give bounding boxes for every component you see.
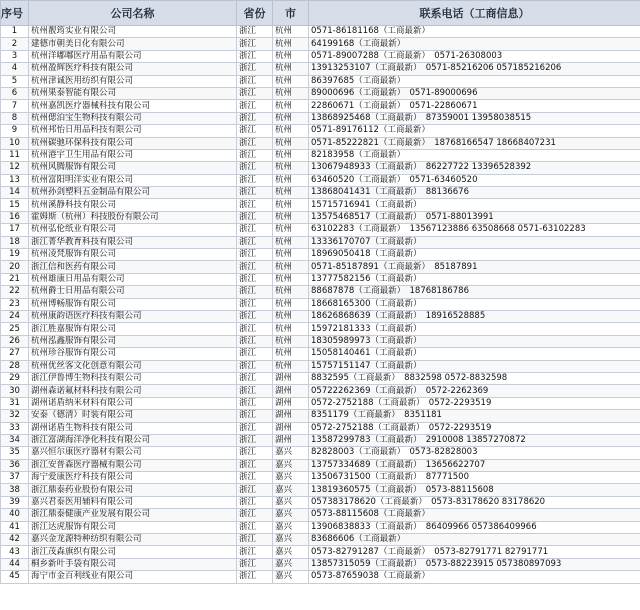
province: 浙江	[237, 211, 273, 223]
row-number: 36	[1, 459, 29, 471]
row-number: 44	[1, 558, 29, 570]
province: 浙江	[237, 100, 273, 112]
row-number: 39	[1, 496, 29, 508]
company-name: 杭州康韵语医疗科技有限公司	[29, 310, 237, 322]
phone: 15757151147（工商最新）	[309, 360, 640, 372]
row-number: 6	[1, 87, 29, 99]
province: 浙江	[237, 174, 273, 186]
city: 嘉兴	[273, 484, 309, 496]
province: 浙江	[237, 249, 273, 261]
phone: 05722262369（工商最新） 0572-2262369	[309, 385, 640, 397]
city: 杭州	[273, 26, 309, 38]
province: 浙江	[237, 310, 273, 322]
row-number: 15	[1, 199, 29, 211]
city: 嘉兴	[273, 496, 309, 508]
city: 杭州	[273, 298, 309, 310]
row-number: 3	[1, 50, 29, 62]
company-name: 湖州诺盾纳米材料有限公司	[29, 397, 237, 409]
company-name: 杭州偲泊宝生物科技有限公司	[29, 112, 237, 124]
company-name: 杭州碳驰环保科技有限公司	[29, 137, 237, 149]
company-name: 海宁爱康医疗科技有限公司	[29, 472, 237, 484]
province: 浙江	[237, 484, 273, 496]
table-row	[1, 112, 640, 124]
table-row	[1, 348, 640, 360]
row-number: 12	[1, 162, 29, 174]
table-row	[1, 496, 640, 508]
table-row	[1, 261, 640, 273]
table-row	[1, 63, 640, 75]
company-name: 嘉兴金龙源特种纺织有限公司	[29, 534, 237, 546]
company-name: 杭州爵士日用品有限公司	[29, 286, 237, 298]
phone: 057383178620（工商最新） 0573-83178620 83178620	[309, 496, 640, 508]
city: 杭州	[273, 38, 309, 50]
table-row	[1, 50, 640, 62]
city: 杭州	[273, 236, 309, 248]
table-row	[1, 434, 640, 446]
city: 湖州	[273, 434, 309, 446]
city: 杭州	[273, 249, 309, 261]
row-number: 27	[1, 348, 29, 360]
company-name: 杭州优丝客文化创意有限公司	[29, 360, 237, 372]
province: 浙江	[237, 447, 273, 459]
table-row	[1, 125, 640, 137]
company-name: 浙江富湖海洋净化科技有限公司	[29, 434, 237, 446]
phone: 15058140461（工商最新）	[309, 348, 640, 360]
province: 浙江	[237, 125, 273, 137]
province: 浙江	[237, 571, 273, 583]
row-number: 26	[1, 335, 29, 347]
province: 浙江	[237, 534, 273, 546]
table-header-row	[1, 1, 640, 26]
company-name: 嘉兴恒尔康医疗器材有限公司	[29, 447, 237, 459]
phone: 13777582156（工商最新）	[309, 273, 640, 285]
company-name: 杭州弘伦纸业有限公司	[29, 224, 237, 236]
company-name: 杭州珍谷服饰有限公司	[29, 348, 237, 360]
phone: 13587299783（工商最新） 2910008 13857270872	[309, 434, 640, 446]
company-name: 杭州嘉凯医疗器械科技有限公司	[29, 100, 237, 112]
row-number: 28	[1, 360, 29, 372]
company-name: 浙江安普森医疗器械有限公司	[29, 459, 237, 471]
city: 嘉兴	[273, 472, 309, 484]
table-row	[1, 372, 640, 384]
table-row	[1, 249, 640, 261]
company-name: 浙江信和医药有限公司	[29, 261, 237, 273]
row-number: 5	[1, 75, 29, 87]
header-no: 序号	[1, 1, 29, 26]
province: 浙江	[237, 162, 273, 174]
province: 浙江	[237, 63, 273, 75]
phone: 63460520（工商最新） 0571-63460520	[309, 174, 640, 186]
table-row	[1, 472, 640, 484]
table-row	[1, 323, 640, 335]
table-row	[1, 422, 640, 434]
row-number: 32	[1, 410, 29, 422]
province: 浙江	[237, 496, 273, 508]
city: 杭州	[273, 100, 309, 112]
phone: 0571-85187891（工商最新） 85187891	[309, 261, 640, 273]
header-city: 市	[273, 1, 309, 26]
table-row	[1, 137, 640, 149]
table-row	[1, 558, 640, 570]
header-phone: 联系电话（工商信息）	[309, 1, 640, 26]
province: 浙江	[237, 298, 273, 310]
company-name: 湖州诺盾生物科技有限公司	[29, 422, 237, 434]
phone: 0571-89007288（工商最新） 0571-26308003	[309, 50, 640, 62]
province: 浙江	[237, 472, 273, 484]
table-body	[1, 26, 640, 584]
table-row	[1, 397, 640, 409]
phone: 18668165300（工商最新）	[309, 298, 640, 310]
row-number: 23	[1, 298, 29, 310]
phone: 88687878（工商最新） 18768186786	[309, 286, 640, 298]
table-row	[1, 335, 640, 347]
city: 杭州	[273, 261, 309, 273]
company-name: 杭州果泰智能有限公司	[29, 87, 237, 99]
phone: 22860671（工商最新） 0571-22860671	[309, 100, 640, 112]
row-number: 14	[1, 187, 29, 199]
city: 杭州	[273, 360, 309, 372]
city: 湖州	[273, 397, 309, 409]
phone: 0571-86181168（工商最新）	[309, 26, 640, 38]
city: 杭州	[273, 335, 309, 347]
phone: 89000696（工商最新） 0571-89000696	[309, 87, 640, 99]
row-number: 24	[1, 310, 29, 322]
table-row	[1, 310, 640, 322]
row-number: 10	[1, 137, 29, 149]
city: 杭州	[273, 199, 309, 211]
row-number: 35	[1, 447, 29, 459]
table-row	[1, 509, 640, 521]
table-row	[1, 187, 640, 199]
row-number: 41	[1, 521, 29, 533]
company-name: 杭州富阳明洋实业有限公司	[29, 174, 237, 186]
phone: 13857315059（工商最新） 0573-88223915 057380897093	[309, 558, 640, 570]
province: 浙江	[237, 75, 273, 87]
table-row	[1, 521, 640, 533]
row-number: 34	[1, 434, 29, 446]
company-name: 浙江茂森旗织有限公司	[29, 546, 237, 558]
company-name: 浙江菁华教育科技有限公司	[29, 236, 237, 248]
province: 浙江	[237, 546, 273, 558]
city: 杭州	[273, 162, 309, 174]
phone: 13906838833（工商最新） 86409966 057386409966	[309, 521, 640, 533]
phone: 82183958（工商最新）	[309, 149, 640, 161]
city: 嘉兴	[273, 447, 309, 459]
city: 杭州	[273, 187, 309, 199]
city: 杭州	[273, 149, 309, 161]
company-name: 浙江鼎泰健康产业发展有限公司	[29, 509, 237, 521]
phone: 13868925468（工商最新） 87359001 13958038515	[309, 112, 640, 124]
province: 浙江	[237, 459, 273, 471]
province: 浙江	[237, 273, 273, 285]
province: 浙江	[237, 558, 273, 570]
province: 浙江	[237, 236, 273, 248]
header-company: 公司名称	[29, 1, 237, 26]
table-row	[1, 38, 640, 50]
phone: 13067948933（工商最新） 86227722 13396528392	[309, 162, 640, 174]
row-number: 42	[1, 534, 29, 546]
company-name: 杭州洋嘟嘟医疗用品有限公司	[29, 50, 237, 62]
city: 嘉兴	[273, 558, 309, 570]
row-number: 16	[1, 211, 29, 223]
phone: 83686606（工商最新）	[309, 534, 640, 546]
province: 浙江	[237, 149, 273, 161]
company-name: 杭州盈辉医疗科技有限公司	[29, 63, 237, 75]
phone: 15715716941（工商最新）	[309, 199, 640, 211]
phone: 13757334689（工商最新） 13656622707	[309, 459, 640, 471]
table-row	[1, 571, 640, 583]
table-row	[1, 410, 640, 422]
table-row	[1, 360, 640, 372]
phone: 0573-87659038（工商最新）	[309, 571, 640, 583]
city: 杭州	[273, 137, 309, 149]
table-row	[1, 447, 640, 459]
row-number: 37	[1, 472, 29, 484]
row-number: 20	[1, 261, 29, 273]
city: 嘉兴	[273, 534, 309, 546]
table-row	[1, 534, 640, 546]
row-number: 1	[1, 26, 29, 38]
province: 浙江	[237, 397, 273, 409]
province: 浙江	[237, 348, 273, 360]
company-name: 杭州溪静科技有限公司	[29, 199, 237, 211]
city: 湖州	[273, 422, 309, 434]
row-number: 19	[1, 249, 29, 261]
table-row	[1, 26, 640, 38]
row-number: 7	[1, 100, 29, 112]
company-name: 桐乡新叶手袋有限公司	[29, 558, 237, 570]
province: 浙江	[237, 26, 273, 38]
phone: 8351179（工商最新） 8351181	[309, 410, 640, 422]
province: 浙江	[237, 261, 273, 273]
phone: 18626868639（工商最新） 18916528885	[309, 310, 640, 322]
table-row	[1, 484, 640, 496]
province: 浙江	[237, 323, 273, 335]
table-row	[1, 273, 640, 285]
province: 浙江	[237, 224, 273, 236]
company-name: 浙江鼎泰药业股份有限公司	[29, 484, 237, 496]
province: 浙江	[237, 112, 273, 124]
phone: 64199168（工商最新）	[309, 38, 640, 50]
table-row	[1, 286, 640, 298]
table-row	[1, 224, 640, 236]
table-row	[1, 75, 640, 87]
province: 浙江	[237, 187, 273, 199]
table-row	[1, 546, 640, 558]
province: 浙江	[237, 360, 273, 372]
city: 杭州	[273, 224, 309, 236]
province: 浙江	[237, 286, 273, 298]
row-number: 45	[1, 571, 29, 583]
city: 湖州	[273, 410, 309, 422]
company-name: 浙江伊鲁博生物科技有限公司	[29, 372, 237, 384]
city: 杭州	[273, 273, 309, 285]
company-name: 杭州港宇卫生用品有限公司	[29, 149, 237, 161]
row-number: 33	[1, 422, 29, 434]
row-number: 2	[1, 38, 29, 50]
city: 杭州	[273, 348, 309, 360]
phone: 18969050418（工商最新）	[309, 249, 640, 261]
phone: 86397685（工商最新）	[309, 75, 640, 87]
phone: 8832595（工商最新） 8832598 0572-8832598	[309, 372, 640, 384]
company-name: 杭州风腾服饰有限公司	[29, 162, 237, 174]
phone: 82828003（工商最新） 0573-82828003	[309, 447, 640, 459]
company-name: 杭州孙剑塑料五金制品有限公司	[29, 187, 237, 199]
company-name: 浙江胜嘉服饰有限公司	[29, 323, 237, 335]
table-row	[1, 459, 640, 471]
province: 浙江	[237, 422, 273, 434]
city: 嘉兴	[273, 546, 309, 558]
phone: 18305989973（工商最新）	[309, 335, 640, 347]
province: 浙江	[237, 521, 273, 533]
province: 浙江	[237, 50, 273, 62]
phone: 0571-89176112（工商最新）	[309, 125, 640, 137]
city: 湖州	[273, 385, 309, 397]
city: 杭州	[273, 75, 309, 87]
row-number: 4	[1, 63, 29, 75]
province: 浙江	[237, 385, 273, 397]
row-number: 8	[1, 112, 29, 124]
phone: 13913253107（工商最新） 0571-85216206 057185216206	[309, 63, 640, 75]
city: 杭州	[273, 112, 309, 124]
row-number: 17	[1, 224, 29, 236]
province: 浙江	[237, 372, 273, 384]
row-number: 22	[1, 286, 29, 298]
phone: 0573-82791287（工商最新） 0573-82791771 82791771	[309, 546, 640, 558]
company-name: 杭州博畅服饰有限公司	[29, 298, 237, 310]
province: 浙江	[237, 199, 273, 211]
province: 浙江	[237, 335, 273, 347]
header-province: 省份	[237, 1, 273, 26]
company-name: 湖州森诺氟材料科技有限公司	[29, 385, 237, 397]
phone: 13575468517（工商最新） 0571-88013991	[309, 211, 640, 223]
city: 杭州	[273, 87, 309, 99]
phone: 63102283（工商最新） 13567123886 63508668 0571-63102283	[309, 224, 640, 236]
city: 嘉兴	[273, 509, 309, 521]
row-number: 43	[1, 546, 29, 558]
city: 杭州	[273, 323, 309, 335]
city: 杭州	[273, 174, 309, 186]
phone: 13506731500（工商最新） 87771500	[309, 472, 640, 484]
province: 浙江	[237, 87, 273, 99]
company-name: 杭州泓鑫服饰有限公司	[29, 335, 237, 347]
phone: 0572-2752188（工商最新） 0572-2293519	[309, 397, 640, 409]
company-name: 杭州邦怡日用品科技有限公司	[29, 125, 237, 137]
phone: 0572-2752188（工商最新） 0572-2293519	[309, 422, 640, 434]
province: 浙江	[237, 410, 273, 422]
table-row	[1, 199, 640, 211]
province: 浙江	[237, 137, 273, 149]
company-name: 杭州凌梵服饰有限公司	[29, 249, 237, 261]
row-number: 31	[1, 397, 29, 409]
city: 杭州	[273, 211, 309, 223]
phone: 13819360575（工商最新） 0573-88115608	[309, 484, 640, 496]
city: 湖州	[273, 372, 309, 384]
table-row	[1, 100, 640, 112]
table-row	[1, 174, 640, 186]
table-row	[1, 385, 640, 397]
row-number: 9	[1, 125, 29, 137]
phone: 15972181333（工商最新）	[309, 323, 640, 335]
row-number: 30	[1, 385, 29, 397]
city: 嘉兴	[273, 521, 309, 533]
company-name: 杭州靓筠实业有限公司	[29, 26, 237, 38]
province: 浙江	[237, 434, 273, 446]
company-name: 嘉兴君泰医用辅料有限公司	[29, 496, 237, 508]
row-number: 25	[1, 323, 29, 335]
city: 嘉兴	[273, 571, 309, 583]
table-row	[1, 298, 640, 310]
company-name: 霍姆斯（杭州）科技股份有限公司	[29, 211, 237, 223]
table-row	[1, 162, 640, 174]
city: 嘉兴	[273, 459, 309, 471]
row-number: 11	[1, 149, 29, 161]
city: 杭州	[273, 50, 309, 62]
table-row	[1, 211, 640, 223]
row-number: 38	[1, 484, 29, 496]
company-name: 浙江达虎服饰有限公司	[29, 521, 237, 533]
company-name: 杭州雄康日用品有限公司	[29, 273, 237, 285]
phone: 0571-85222821（工商最新） 18768166547 18668407231	[309, 137, 640, 149]
city: 杭州	[273, 125, 309, 137]
table-row	[1, 87, 640, 99]
company-name: 海宁市金百利线业有限公司	[29, 571, 237, 583]
city: 杭州	[273, 310, 309, 322]
row-number: 29	[1, 372, 29, 384]
row-number: 18	[1, 236, 29, 248]
row-number: 13	[1, 174, 29, 186]
phone: 13336170707（工商最新）	[309, 236, 640, 248]
row-number: 21	[1, 273, 29, 285]
company-name: 建德市朝美日化有限公司	[29, 38, 237, 50]
city: 杭州	[273, 63, 309, 75]
row-number: 40	[1, 509, 29, 521]
table-row	[1, 236, 640, 248]
province: 浙江	[237, 38, 273, 50]
company-name: 杭州津诚医用纺织有限公司	[29, 75, 237, 87]
phone: 13868041431（工商最新） 88136676	[309, 187, 640, 199]
province: 浙江	[237, 509, 273, 521]
table-row	[1, 149, 640, 161]
city: 杭州	[273, 286, 309, 298]
phone: 0573-88115608（工商最新）	[309, 509, 640, 521]
company-name: 安泰（德清）时装有限公司	[29, 410, 237, 422]
